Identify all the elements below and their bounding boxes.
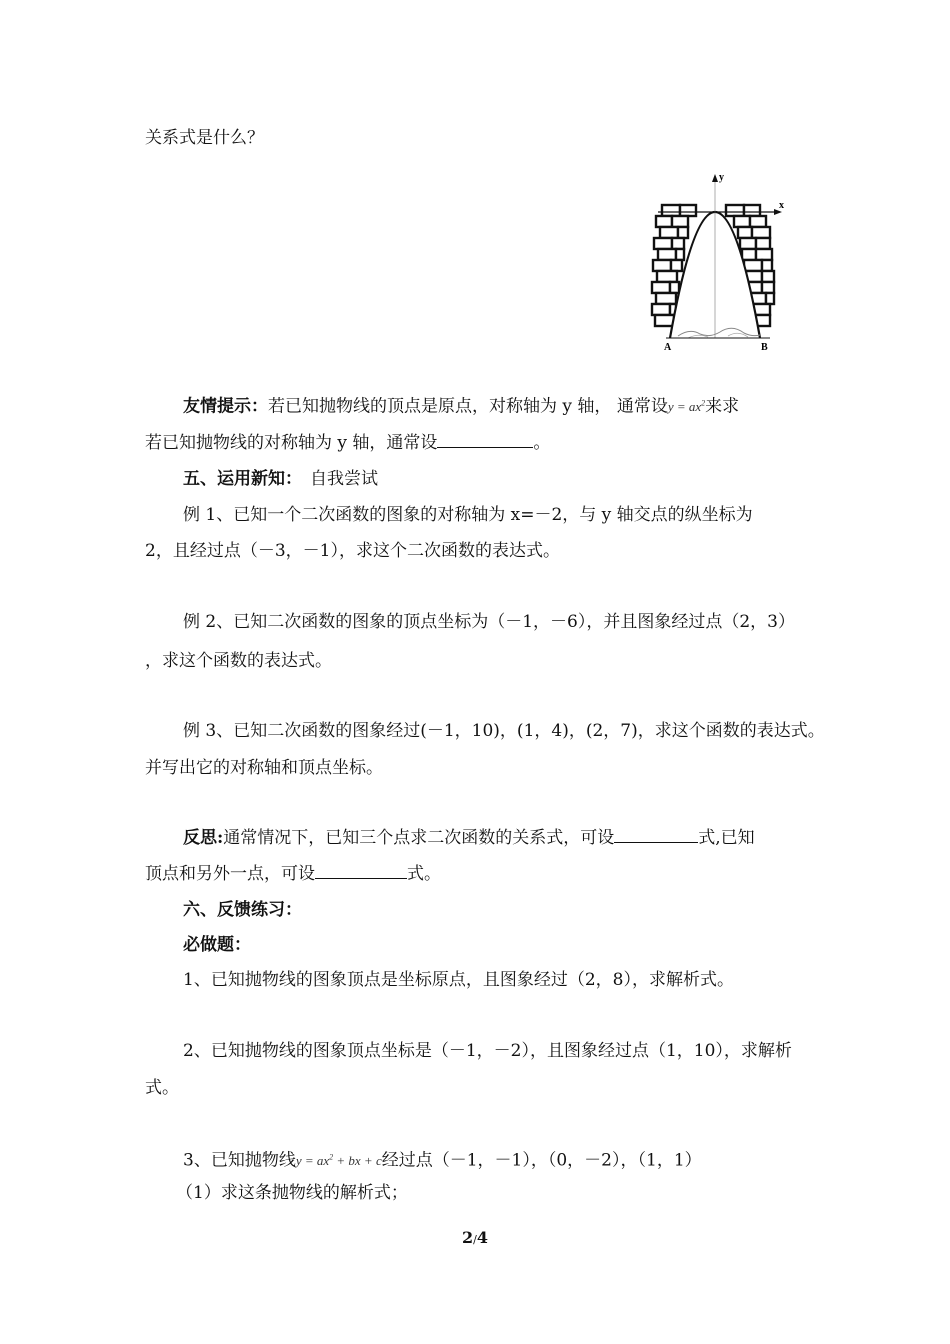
example-2-line-2: ，求这个函数的表达式。 xyxy=(145,651,332,671)
hint-formula: $y = ax^2$ xyxy=(667,399,706,415)
hint-line-1 xyxy=(183,393,739,418)
section-5-heading: 五、运用新知： 自我尝试 xyxy=(183,469,378,489)
hint-text: 若已知抛物线的顶点是原点，对称轴为 y 轴， 通常设 xyxy=(268,396,668,417)
reflection-blank-1[interactable] xyxy=(614,827,698,843)
hint-answer-blank[interactable] xyxy=(437,432,533,448)
hint-line-2: 若已知抛物线的对称轴为 y 轴，通常设 。 xyxy=(145,433,551,453)
example-3-line-1: 例 3、已知二次函数的图象经过(－1，10)，(1，4)，(2，7)，求这个函数的表达式。 xyxy=(183,721,825,741)
question-2-line-2: 式。 xyxy=(145,1078,179,1098)
y-axis-label: y xyxy=(719,172,724,183)
x-axis-label: x xyxy=(779,200,784,211)
section-6-heading: 六、反馈练习： xyxy=(183,900,302,920)
question-3-sub-1: （1）求这条抛物线的解析式； xyxy=(176,1183,408,1203)
hint-text-end: 来求 xyxy=(705,396,740,417)
parabola-arch-figure xyxy=(648,170,788,355)
reflection-blank-2[interactable] xyxy=(315,863,407,879)
example-1-line-1: 例 1、已知一个二次函数的图象的对称轴为 x=－2，与 y 轴交点的纵坐标为 xyxy=(183,505,753,525)
example-1-line-2: 2，且经过点（－3，－1），求这个二次函数的表达式。 xyxy=(145,541,560,561)
question-3-formula: $y = ax^2$ + bx + c xyxy=(295,1153,382,1169)
required-heading: 必做题： xyxy=(183,935,251,955)
point-a-label: A xyxy=(664,342,672,353)
question-1: 1、已知抛物线的图象顶点是坐标原点，且图象经过（2，8），求解析式。 xyxy=(183,970,734,990)
intro-tail: 关系式是什么？ xyxy=(145,128,264,148)
hint-label: 友情提示： xyxy=(183,396,268,417)
question-3-line-1: 3、已知抛物线$y = ax^2$ + bx + c经过点（－1，－1），（0，－2），（1，1） xyxy=(183,1150,702,1171)
page-number: 2/4 xyxy=(462,1228,488,1247)
example-2-line-1: 例 2、已知二次函数的图象的顶点坐标为（－1，－6），并且图象经过点（2，3） xyxy=(183,612,795,632)
reflection-label: 反思: xyxy=(183,828,224,848)
point-b-label: B xyxy=(761,342,768,353)
example-3-line-2: 并写出它的对称轴和顶点坐标。 xyxy=(145,758,383,778)
reflection-line-2: 顶点和另外一点，可设 式。 xyxy=(145,864,441,884)
question-2-line-1: 2、已知抛物线的图象顶点坐标是（－1，－2），且图象经过点（1，10），求解析 xyxy=(183,1041,792,1061)
reflection-line-1: 反思:通常情况下，已知三个点求二次函数的关系式，可设 式,已知 xyxy=(183,828,755,848)
